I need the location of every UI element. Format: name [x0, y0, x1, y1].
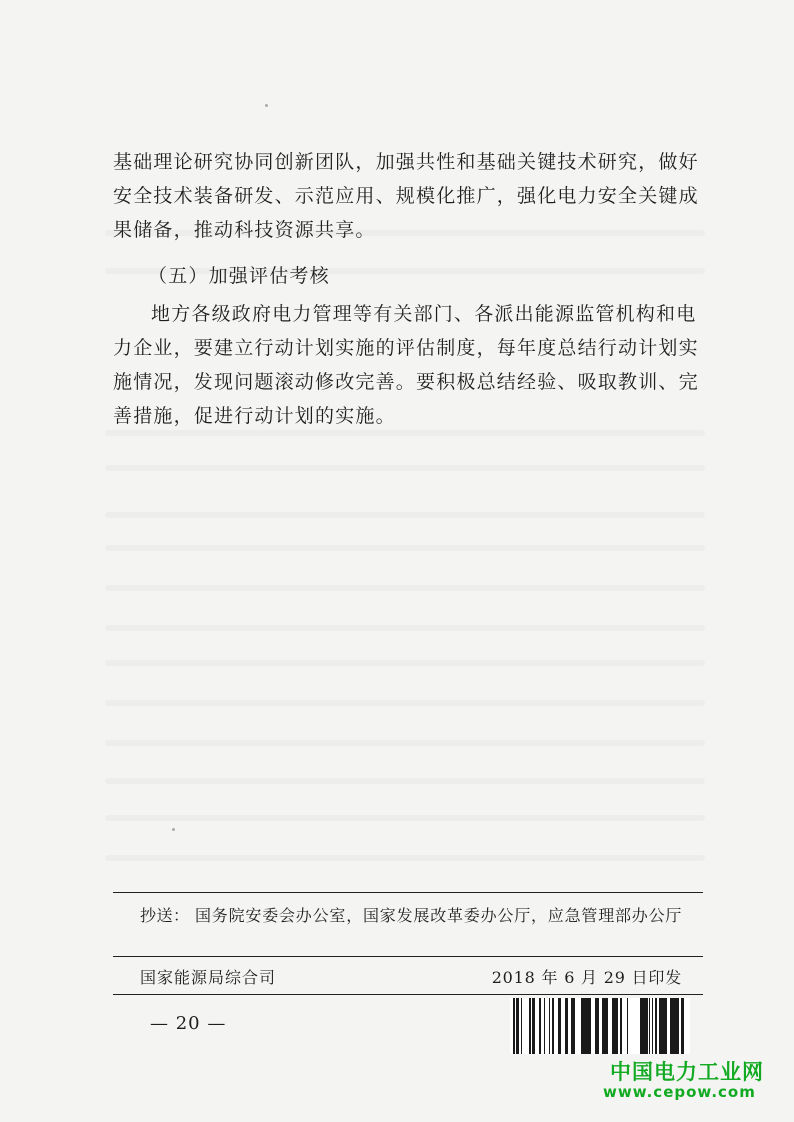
- bleed-through-mark: [105, 512, 705, 518]
- section-paragraph: 地方各级政府电力管理等有关部门、各派出能源监管机构和电力企业，要建立行动计划实施的评估制度，每年度总结行动计划实施情况，发现问题滚动修改完善。要积极总结经验、吸取教训、完善措施，促进行动计划的实施。: [113, 303, 699, 427]
- barcode-stripe: [681, 998, 684, 1054]
- footer-bottom-rule: [113, 994, 703, 995]
- cc-recipients: 国务院安委会办公室，国家发展改革委办公厅，应急管理部办公厅: [195, 906, 683, 925]
- watermark-site-url: www.cepow.com: [603, 1083, 756, 1101]
- bleed-through-mark: [105, 700, 705, 706]
- bleed-through-mark: [105, 585, 705, 591]
- issuer: 国家能源局综合司: [140, 968, 277, 987]
- footer-top-rule: [113, 892, 703, 893]
- bleed-through-mark: [105, 815, 705, 821]
- page-number: — 20 —: [150, 1013, 227, 1034]
- continued-paragraph: 基础理论研究协同创新团队，加强共性和基础关键技术研究，做好安全技术装备研发、示范应用、规模化推广，强化电力安全关键成果储备，推动科技资源共享。: [113, 151, 699, 241]
- bleed-through-mark: [105, 465, 705, 471]
- bleed-through-mark: [105, 778, 705, 784]
- bleed-through-mark: [105, 545, 705, 551]
- issue-date: 2018 年 6 月 29 日印发: [491, 968, 682, 987]
- bleed-through-mark: [105, 625, 705, 631]
- section-heading: （五）加强评估考核: [148, 265, 330, 287]
- barcode-image: [510, 998, 690, 1054]
- watermark-site-name: 中国电力工业网: [610, 1060, 764, 1084]
- footer-middle-rule: [113, 956, 703, 957]
- bleed-through-mark: [105, 740, 705, 746]
- cc-label: 抄送：: [140, 906, 190, 925]
- bleed-through-mark: [105, 660, 705, 666]
- bleed-through-mark: [105, 855, 705, 861]
- scan-speck: [172, 828, 175, 831]
- scan-speck: [265, 104, 268, 107]
